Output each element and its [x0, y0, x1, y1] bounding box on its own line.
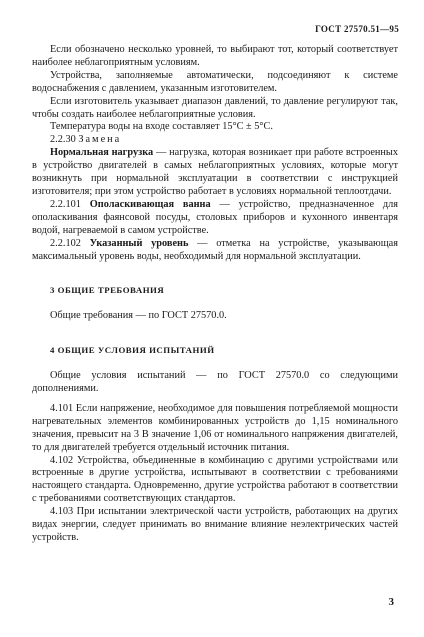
term-rinsing-tank: Ополаскивающая ванна [89, 198, 211, 210]
term-normal-load: Нормальная нагрузка [50, 147, 154, 159]
section-3-title: 3 ОБЩИЕ ТРЕБОВАНИЯ [50, 285, 165, 296]
term-specified-level: Указанный уровень [89, 237, 189, 249]
clause-2-2-102 [32, 238, 398, 264]
section-3-text: Общие требования — по ГОСТ 27570.0. [50, 310, 227, 322]
paragraph-water-temperature: Температура воды на входе составляет 15°C ± 5°C. [50, 121, 273, 133]
clause-2-2-101 [32, 199, 398, 238]
clause-2-2-30-word: Замена [78, 134, 122, 146]
clause-2-2-101-number: 2.2.101 [50, 198, 90, 210]
definition-normal-load [32, 147, 398, 199]
clause-2-2-101-text: — устройство, предназначенное для ополаскивания фаянсовой посуды, столовых приборов и кухонного инвентаря водой, нагреваемой в самом устройстве. [32, 198, 398, 236]
paragraph-pressure-range: Если изготовитель указывает диапазон давлений, то давление регулируют так, чтобы создать наиболее неблагоприятные условия. [32, 95, 398, 120]
clause-2-2-102-text: — отметка на устройстве, указывающая максимальный уровень воды, необходимый для нормальной эксплуатации. [32, 237, 398, 262]
clause-2-2-102-number: 2.2.102 [50, 237, 90, 249]
clause-2-2-30 [32, 134, 398, 147]
paragraph-auto-fill: Устройства, заполняемые автоматически, подсоединяют к системе водоснабжения с давлением, указанным изготовителем. [32, 69, 398, 94]
clause-4-103: 4.103 При испытании электрической части устройств, работающих на других видах энергии, следует принимать во внимание влияние неэлектрических частей устройств. [32, 506, 398, 543]
page-number: 3 [388, 596, 394, 608]
section-4-intro: Общие условия испытаний — по ГОСТ 27570.0 со следующими дополнениями. [32, 370, 398, 395]
page-body [32, 44, 398, 545]
document-code-header: ГОСТ 27570.51—95 [315, 24, 399, 34]
clause-4-102: 4.102 Устройства, объединенные в комбинацию с другими устройствами или встроенные в другие устройства, испытывают в соответствии с требованиями настоящего стандарта. Одновременно, другие устройства работают в соответствии с требованиями соответствующих стандартов. [32, 454, 398, 505]
definition-normal-load-text: — нагрузка, которая возникает при работе встроенных в устройство двигателей в самых неблагоприятных условиях, которые могут возникнуть при нормальной эксплуатации в соответствии с инструкцией изготовителя; при этом устройство работает в условиях нормальной теплоотдачи. [32, 147, 398, 197]
clause-4-101: 4.101 Если напряжение, необходимое для повышения потребляемой мощности нагревательных элементов комбинированных устройств до 1,15 номинального значения, превысит на 3 В значение 1,06 от номинального напряжения двигателей, то для двигателей требуется отдельный источник питания. [32, 402, 398, 453]
clause-2-2-30-number: 2.2.30 [50, 134, 76, 146]
paragraph-levels: Если обозначено несколько уровней, то выбирают тот, который соответствует наиболее неблагоприятным условиям. [32, 44, 398, 68]
section-4-title: 4 ОБЩИЕ УСЛОВИЯ ИСПЫТАНИЙ [50, 345, 215, 356]
